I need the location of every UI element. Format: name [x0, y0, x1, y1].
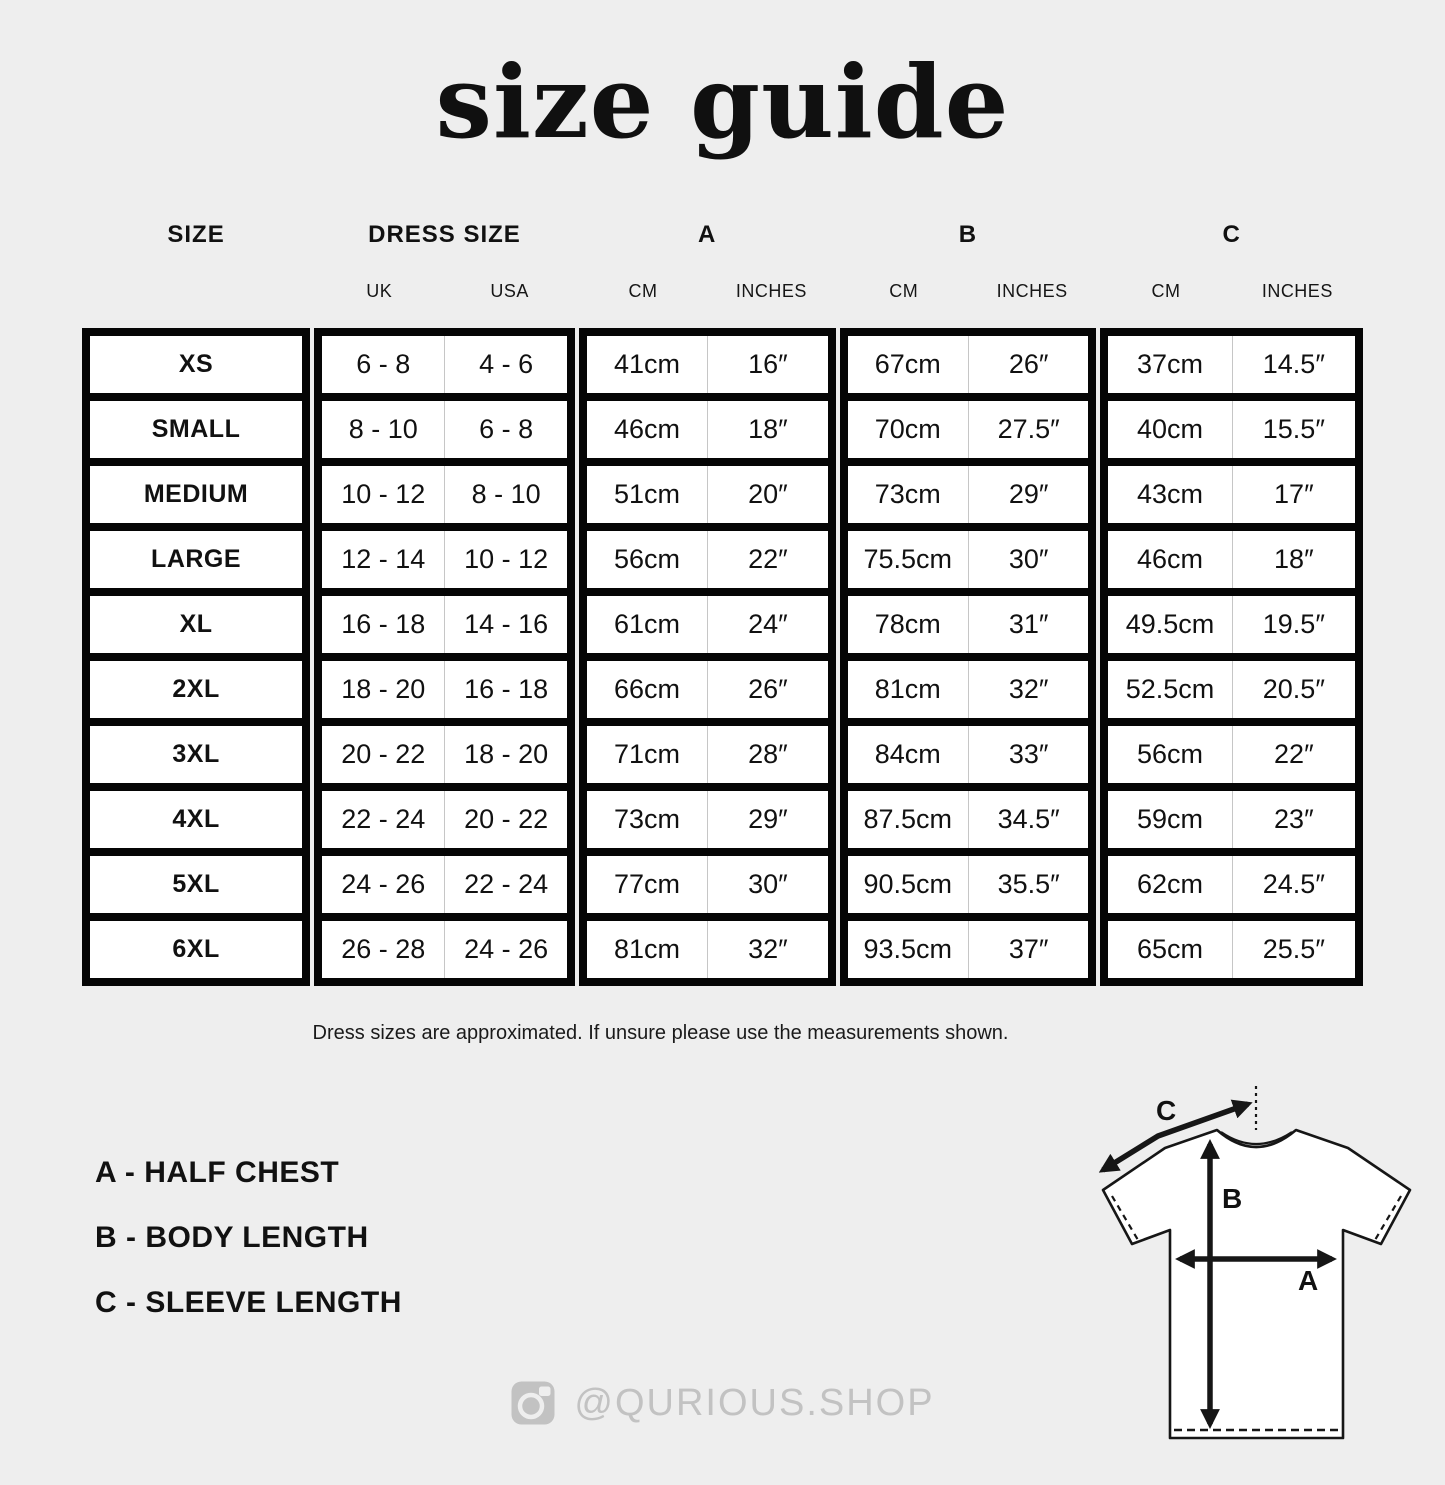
table-row — [587, 336, 828, 393]
half-chest-inches: 30″ — [707, 856, 827, 913]
table-row — [848, 523, 1089, 588]
table-row — [322, 913, 567, 978]
table-row — [587, 393, 828, 458]
table-row — [1108, 393, 1355, 458]
usa-dress-size: 8 - 10 — [444, 466, 566, 523]
table-row — [848, 336, 1089, 393]
diagram-label-b: B — [1222, 1183, 1243, 1214]
legend-body-length: B - BODY LENGTH — [95, 1221, 369, 1254]
sleeve-length-cm: 46cm — [1136, 544, 1203, 574]
usa-dress-size: 4 - 6 — [444, 336, 566, 393]
table-row — [848, 913, 1089, 978]
half-chest-inches: 24″ — [707, 596, 827, 653]
body-length-cm: 75.5cm — [863, 544, 953, 574]
sub-header-uk: UK — [366, 281, 393, 301]
usa-dress-size: 20 - 22 — [444, 791, 566, 848]
table-row — [1108, 848, 1355, 913]
usa-dress-size: 10 - 12 — [444, 531, 566, 588]
body-length-inches: 34.5″ — [968, 791, 1088, 848]
body-length-cm: 81cm — [874, 674, 941, 704]
column-header-size: SIZE — [167, 221, 225, 248]
half-chest-cm: 41cm — [613, 349, 681, 379]
table-row — [1108, 783, 1355, 848]
sub-header-b-cm: CM — [889, 281, 919, 301]
table-row — [587, 523, 828, 588]
sleeve-length-inches: 14.5″ — [1232, 336, 1355, 393]
legend-sleeve-length: C - SLEEVE LENGTH — [95, 1286, 402, 1319]
size-label: MEDIUM — [143, 480, 249, 508]
body-length-cm: 73cm — [874, 479, 941, 509]
body-length-inches: 26″ — [968, 336, 1088, 393]
uk-dress-size: 8 - 10 — [348, 414, 418, 444]
half-chest-inches: 20″ — [707, 466, 827, 523]
half-chest-cm: 46cm — [613, 414, 681, 444]
sub-header-a-cm: CM — [628, 281, 658, 301]
usa-dress-size: 22 - 24 — [444, 856, 566, 913]
table-row — [848, 783, 1089, 848]
c-sub-headers — [1100, 281, 1363, 302]
table-row — [1108, 718, 1355, 783]
table-row — [90, 783, 302, 848]
table-row — [848, 653, 1089, 718]
table-row — [322, 718, 567, 783]
body-length-inches: 35.5″ — [968, 856, 1088, 913]
table-row — [90, 913, 302, 978]
sleeve-length-cm: 56cm — [1136, 739, 1203, 769]
table-row — [322, 523, 567, 588]
body-length-inches: 27.5″ — [968, 401, 1088, 458]
table-row — [90, 523, 302, 588]
half-chest-column — [579, 328, 836, 986]
measurement-legend — [95, 1156, 402, 1351]
sleeve-length-column — [1100, 328, 1363, 986]
table-row — [322, 393, 567, 458]
half-chest-inches: 22″ — [707, 531, 827, 588]
table-row — [90, 393, 302, 458]
diagram-label-a: A — [1298, 1265, 1319, 1296]
sleeve-length-cm: 52.5cm — [1125, 674, 1215, 704]
table-row — [322, 653, 567, 718]
body-length-cm: 87.5cm — [863, 804, 953, 834]
table-row — [90, 588, 302, 653]
size-label: LARGE — [151, 545, 242, 573]
column-header-a: A — [698, 221, 717, 248]
sub-header-empty — [82, 281, 310, 302]
table-row — [1108, 653, 1355, 718]
sleeve-length-inches: 25.5″ — [1232, 921, 1355, 978]
body-length-inches: 32″ — [968, 661, 1088, 718]
usa-dress-size: 6 - 8 — [444, 401, 566, 458]
table-row — [848, 848, 1089, 913]
sleeve-length-cm: 49.5cm — [1125, 609, 1215, 639]
tshirt-measurement-diagram — [1048, 1068, 1445, 1485]
table-row — [322, 848, 567, 913]
diagram-label-c: C — [1156, 1095, 1177, 1126]
sub-header-c-inches: INCHES — [1261, 281, 1333, 301]
page-title: size guide — [435, 43, 1010, 161]
half-chest-cm: 61cm — [613, 609, 681, 639]
usa-dress-size: 18 - 20 — [444, 726, 566, 783]
table-group-header-row — [82, 221, 1363, 249]
sleeve-length-cm: 43cm — [1136, 479, 1203, 509]
body-length-inches: 30″ — [968, 531, 1088, 588]
half-chest-cm: 66cm — [613, 674, 681, 704]
table-row — [90, 718, 302, 783]
table-row — [1108, 588, 1355, 653]
table-row — [322, 336, 567, 393]
body-length-inches: 29″ — [968, 466, 1088, 523]
sleeve-length-inches: 22″ — [1232, 726, 1355, 783]
uk-dress-size: 12 - 14 — [341, 544, 426, 574]
table-row — [587, 718, 828, 783]
size-label: 2XL — [172, 675, 220, 703]
table-row — [1108, 523, 1355, 588]
size-table — [82, 328, 1363, 986]
half-chest-inches: 18″ — [707, 401, 827, 458]
sleeve-length-cm: 40cm — [1136, 414, 1203, 444]
legend-half-chest: A - HALF CHEST — [95, 1156, 340, 1189]
half-chest-inches: 16″ — [707, 336, 827, 393]
sleeve-length-cm: 59cm — [1136, 804, 1203, 834]
table-row — [848, 458, 1089, 523]
body-length-cm: 70cm — [874, 414, 941, 444]
half-chest-inches: 29″ — [707, 791, 827, 848]
sleeve-length-inches: 24.5″ — [1232, 856, 1355, 913]
half-chest-cm: 71cm — [613, 739, 681, 769]
sleeve-length-inches: 17″ — [1232, 466, 1355, 523]
usa-dress-size: 16 - 18 — [444, 661, 566, 718]
sleeve-length-inches: 20.5″ — [1232, 661, 1355, 718]
table-row — [90, 458, 302, 523]
sleeve-length-inches: 23″ — [1232, 791, 1355, 848]
sub-header-b-inches: INCHES — [996, 281, 1068, 301]
table-row — [90, 653, 302, 718]
tshirt-outline — [1103, 1130, 1410, 1438]
half-chest-cm: 81cm — [613, 934, 681, 964]
column-header-dress-size: DRESS SIZE — [368, 221, 521, 248]
uk-dress-size: 22 - 24 — [341, 804, 426, 834]
half-chest-inches: 26″ — [707, 661, 827, 718]
body-length-cm: 78cm — [874, 609, 941, 639]
table-row — [587, 458, 828, 523]
body-length-inches: 31″ — [968, 596, 1088, 653]
instagram-icon — [510, 1380, 556, 1426]
column-header-c: C — [1222, 221, 1241, 248]
table-sub-header-row — [82, 281, 1363, 302]
half-chest-cm: 77cm — [613, 869, 681, 899]
table-row — [1108, 458, 1355, 523]
b-sub-headers — [840, 281, 1097, 302]
body-length-cm: 84cm — [874, 739, 941, 769]
size-label: SMALL — [151, 415, 241, 443]
size-label: 4XL — [172, 805, 220, 833]
uk-dress-size: 26 - 28 — [341, 934, 426, 964]
table-row — [90, 336, 302, 393]
table-row — [848, 718, 1089, 783]
size-label: XL — [179, 610, 213, 638]
usa-dress-size: 14 - 16 — [444, 596, 566, 653]
uk-dress-size: 18 - 20 — [341, 674, 426, 704]
table-row — [1108, 336, 1355, 393]
a-sub-headers — [579, 281, 836, 302]
size-column — [82, 328, 310, 986]
table-row — [322, 588, 567, 653]
column-header-b: B — [958, 221, 978, 248]
uk-dress-size: 16 - 18 — [341, 609, 426, 639]
table-row — [322, 783, 567, 848]
body-length-cm: 90.5cm — [863, 869, 953, 899]
table-row — [587, 848, 828, 913]
half-chest-inches: 32″ — [707, 921, 827, 978]
sub-header-c-cm: CM — [1151, 281, 1181, 301]
sleeve-length-cm: 62cm — [1136, 869, 1203, 899]
instagram-handle: @QURIOUS.SHOP — [574, 1381, 935, 1424]
sleeve-length-inches: 18″ — [1232, 531, 1355, 588]
sleeve-length-inches: 15.5″ — [1232, 401, 1355, 458]
sleeve-length-cm: 65cm — [1136, 934, 1203, 964]
body-length-cm: 67cm — [874, 349, 941, 379]
approximation-note: Dress sizes are approximated. If unsure please use the measurements shown. — [312, 1022, 1009, 1044]
half-chest-cm: 51cm — [613, 479, 681, 509]
sleeve-length-cm: 37cm — [1136, 349, 1203, 379]
size-label: 5XL — [172, 870, 220, 898]
body-length-inches: 33″ — [968, 726, 1088, 783]
half-chest-cm: 56cm — [613, 544, 681, 574]
table-row — [848, 393, 1089, 458]
size-label: 3XL — [172, 740, 220, 768]
half-chest-inches: 28″ — [707, 726, 827, 783]
size-table-section — [82, 221, 1363, 986]
table-row — [587, 588, 828, 653]
dress-size-column — [314, 328, 575, 986]
table-row — [587, 913, 828, 978]
uk-dress-size: 20 - 22 — [341, 739, 426, 769]
table-row — [587, 653, 828, 718]
table-row — [322, 458, 567, 523]
body-length-cm: 93.5cm — [863, 934, 953, 964]
size-label: XS — [178, 350, 214, 378]
uk-dress-size: 10 - 12 — [341, 479, 426, 509]
sleeve-length-inches: 19.5″ — [1232, 596, 1355, 653]
uk-dress-size: 24 - 26 — [341, 869, 426, 899]
uk-dress-size: 6 - 8 — [356, 349, 411, 379]
dress-size-sub-headers — [314, 281, 575, 302]
body-length-inches: 37″ — [968, 921, 1088, 978]
sub-header-usa: USA — [490, 281, 529, 301]
table-row — [848, 588, 1089, 653]
usa-dress-size: 24 - 26 — [444, 921, 566, 978]
table-row — [587, 783, 828, 848]
half-chest-cm: 73cm — [613, 804, 681, 834]
body-length-column — [840, 328, 1097, 986]
size-label: 6XL — [172, 935, 220, 963]
table-row — [90, 848, 302, 913]
sub-header-a-inches: INCHES — [735, 281, 807, 301]
table-row — [1108, 913, 1355, 978]
